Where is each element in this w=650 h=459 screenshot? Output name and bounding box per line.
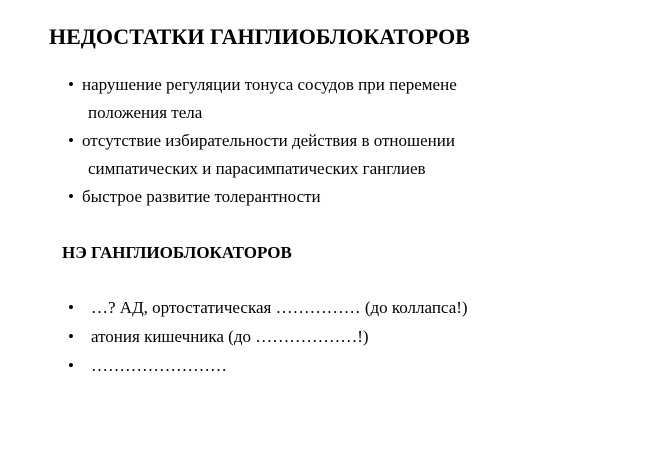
drawback-item-1-continued: положения тела xyxy=(88,103,203,122)
bullet-icon: • xyxy=(68,131,74,150)
drawback-text: отсутствие избирательности действия в отношении xyxy=(82,131,455,150)
bullet-icon: • xyxy=(68,75,74,94)
section-subtitle: НЭ ГАНГЛИОБЛОКАТОРОВ xyxy=(62,243,292,262)
drawback-text: нарушение регуляции тонуса сосудов при перемене xyxy=(82,75,457,94)
side-effect-item-3: …………………… xyxy=(91,356,227,375)
side-effect-item-2: атония кишечника (до ………………!) xyxy=(91,327,369,346)
drawback-item-2-continued: симпатических и парасимпатических ганглиев xyxy=(88,159,426,178)
bullet-icon: • xyxy=(68,327,74,346)
drawback-item-1 xyxy=(68,75,457,95)
drawback-text: быстрое развитие толерантности xyxy=(82,187,321,206)
drawback-item-3 xyxy=(68,187,321,207)
bullet-icon: • xyxy=(68,298,74,317)
bullet-icon: • xyxy=(68,187,74,206)
bullet-icon: • xyxy=(68,356,74,375)
drawback-item-2 xyxy=(68,131,455,151)
side-effect-item-1: …? АД, ортостатическая …………… (до коллапса!) xyxy=(91,298,468,317)
slide-title: НЕДОСТАТКИ ГАНГЛИОБЛОКАТОРОВ xyxy=(49,24,470,49)
